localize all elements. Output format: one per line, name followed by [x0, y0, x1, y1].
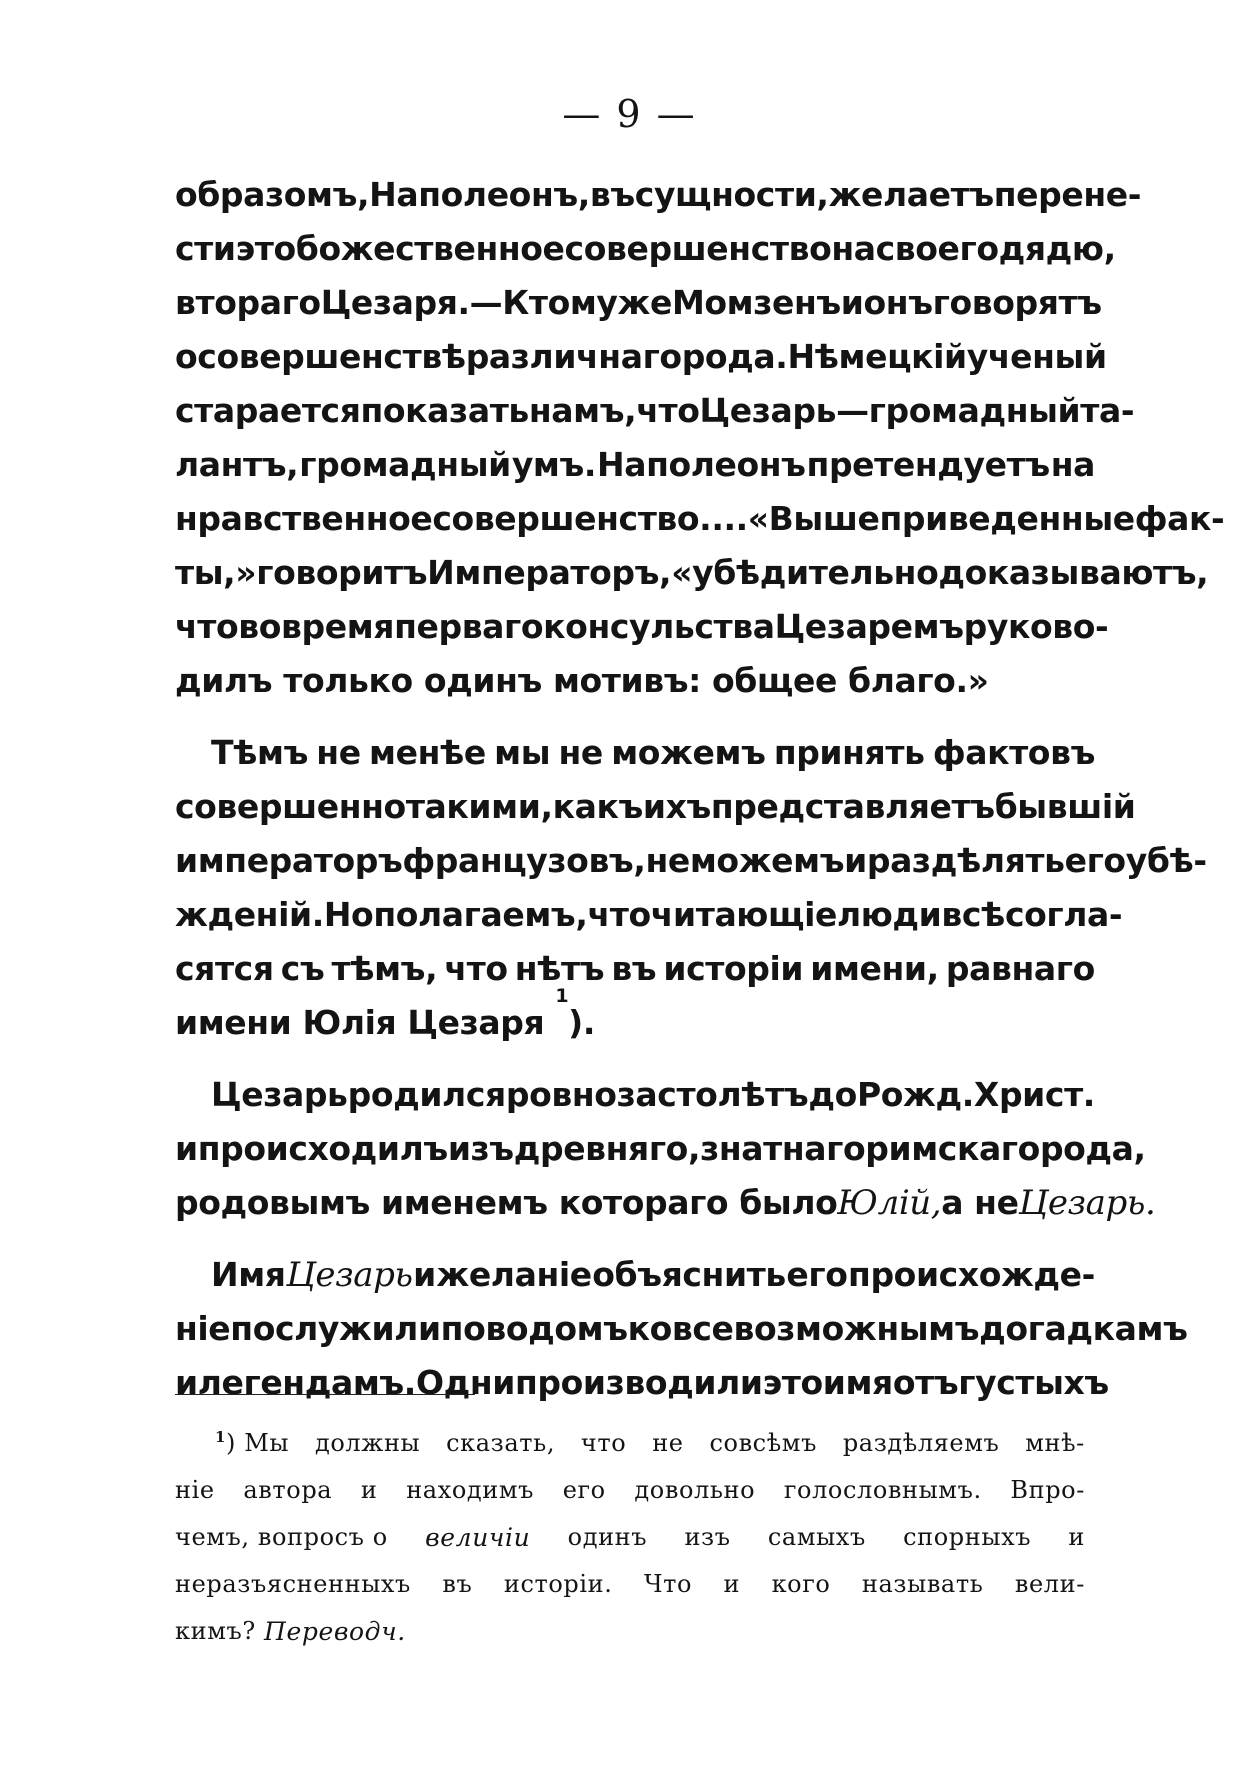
text-word: въ [589, 175, 635, 214]
text-line [175, 168, 1141, 222]
text-word: что [636, 391, 700, 430]
text-word: различнаго [465, 337, 682, 376]
text-word: самыхъ [767, 1523, 866, 1551]
text-word: изъ [684, 1523, 731, 1551]
italic-signature: Переводч. [264, 1617, 406, 1646]
text-word: исторіи. [503, 1570, 613, 1598]
text-word: императоръ [175, 841, 403, 880]
text-word: рода. [681, 337, 788, 376]
text-line [175, 1248, 1095, 1302]
italic-name: Цезарь. [1018, 1183, 1156, 1223]
text-word: убѣ- [1125, 841, 1207, 880]
text-word: перваго [394, 607, 544, 646]
text-word: лѣтъ [717, 1075, 809, 1114]
text-word: Наполеонъ, [369, 175, 590, 214]
text-word: говорятъ [932, 283, 1102, 322]
text-word: совершенно [175, 787, 406, 826]
text-word: желаніе [436, 1255, 592, 1294]
text-word: раздѣлять [866, 841, 1065, 880]
text-word: ко [627, 1309, 672, 1348]
text-word: объяснить [592, 1255, 786, 1294]
text-word: въ [611, 949, 657, 988]
italic-word: величіи [425, 1523, 531, 1552]
text-word: поводомъ [440, 1309, 628, 1348]
text-word: за [616, 1075, 658, 1114]
text-word: Рожд. [856, 1075, 974, 1114]
text-word: происходилъ [197, 1129, 448, 1168]
footnote-reference[interactable]: 1 [555, 985, 569, 1007]
text-word: громадный [299, 445, 511, 484]
text-word: умъ. [511, 445, 597, 484]
text-word: своего [875, 229, 999, 268]
text-word: же [617, 283, 672, 322]
text-word: и [413, 1255, 436, 1294]
text-word: въ [442, 1570, 473, 1598]
text-word: послужили [230, 1309, 441, 1348]
text-word: это [235, 229, 296, 268]
text-word: одинъ [567, 1523, 648, 1551]
text-word: вели- [1014, 1570, 1085, 1598]
text-word: фактовъ [932, 733, 1095, 772]
text-line [175, 1122, 1146, 1176]
text-word: сто [657, 1075, 718, 1114]
text-word: Наполеонъ [597, 445, 806, 484]
text-word: всевозможнымъ [671, 1309, 980, 1348]
text-word: лантъ, [175, 445, 299, 484]
text-word: ихъ [642, 787, 711, 826]
text-word: рода, [1039, 1129, 1146, 1168]
text-word: что [175, 607, 239, 646]
text-word: нѣтъ [514, 949, 605, 988]
text-word: втораго [175, 283, 321, 322]
text-word: и [175, 1129, 198, 1168]
text-word: Цезарь [211, 1075, 348, 1114]
text-word: можемъ [611, 733, 766, 772]
text-word: имя [822, 1363, 893, 1402]
text-word: не [645, 841, 690, 880]
text-word: дядю, [998, 229, 1116, 268]
text-word: это [762, 1363, 823, 1402]
text-word: и [1068, 1523, 1085, 1551]
text-word: и [175, 1363, 198, 1402]
text-word: совсѣмъ [709, 1429, 817, 1457]
text-word: Цезаремъ [774, 607, 964, 646]
text-word: во [238, 607, 282, 646]
text-word: что [580, 1429, 627, 1457]
text-word: Что [643, 1570, 693, 1598]
text-word: руково- [963, 607, 1109, 646]
text-word: раздѣляемъ [842, 1429, 1000, 1457]
text-word: менѣе [369, 733, 486, 772]
text-word: можемъ [689, 841, 845, 880]
text-word: та- [1080, 391, 1135, 430]
text-span: ). [568, 1003, 595, 1042]
text-line [175, 1068, 1095, 1122]
text-line [175, 834, 1207, 888]
text-word: принять [773, 733, 925, 772]
text-word: исторіи [663, 949, 804, 988]
text-word: претендуетъ [806, 445, 1050, 484]
text-word: ніе [175, 1309, 231, 1348]
text-word: равнаго [945, 949, 1095, 988]
text-word: онъ [863, 283, 933, 322]
text-word: люди [836, 895, 942, 934]
text-line [175, 985, 1095, 1050]
paragraph-4 [175, 1248, 1188, 1410]
text-word: бывшій [994, 787, 1136, 826]
text-line [175, 276, 1102, 330]
text-word: имени, [810, 949, 939, 988]
text-line [175, 546, 1209, 600]
text-word: изъ [447, 1129, 514, 1168]
text-word: какъ [552, 787, 643, 826]
text-word: чемъ, вопросъ о [175, 1523, 388, 1551]
main-text [175, 168, 1225, 1410]
text-line [175, 1302, 1188, 1356]
text-word: $^1$) Мы [215, 1428, 290, 1457]
text-word: Цезаря.—Ктому [320, 283, 618, 322]
text-word: жденій. [175, 895, 324, 934]
text-word: совершенство [564, 229, 832, 268]
text-word: нравственное [175, 499, 433, 538]
text-word: Одни [415, 1363, 515, 1402]
text-word: и [360, 1476, 378, 1504]
footnote-mark: 1 [215, 1428, 227, 1446]
text-span: дилъ только одинъ мотивъ: общее благо.» [175, 661, 989, 700]
text-word: показать [360, 391, 529, 430]
text-line [175, 942, 1095, 996]
text-line [175, 1514, 1085, 1561]
text-word: говоритъ [256, 553, 428, 592]
text-word: что [444, 949, 508, 988]
text-span: кимъ? [175, 1617, 256, 1645]
text-word: желаетъ [828, 175, 994, 214]
text-word: неразъясненныхъ [175, 1570, 411, 1598]
text-word: Цезарь—громадный [699, 391, 1081, 430]
text-line [175, 654, 1095, 708]
footnote [175, 1420, 1085, 1655]
text-word: мы [494, 733, 551, 772]
text-word: всѣ [941, 895, 1005, 934]
text-word: спорныхъ [903, 1523, 1032, 1551]
text-word: тѣмъ, [331, 949, 438, 988]
text-word: консульства [543, 607, 775, 646]
text-line [175, 1356, 1109, 1410]
paragraph-3 [175, 1068, 1156, 1230]
text-word: знатнаго [700, 1129, 866, 1168]
text-word: называть [861, 1570, 984, 1598]
text-line [175, 492, 1225, 546]
text-word: Момзенъ [671, 283, 841, 322]
paragraph-1 [175, 168, 1225, 708]
text-word: находимъ [406, 1476, 534, 1504]
text-word: Но [323, 895, 374, 934]
text-word: не [652, 1429, 684, 1457]
text-word: ніе [175, 1476, 215, 1504]
text-word: древняго, [513, 1129, 701, 1168]
text-word: читающіе [650, 895, 837, 934]
text-word: согла- [1004, 895, 1123, 934]
text-line [175, 1176, 1156, 1230]
text-line [175, 1467, 1085, 1514]
text-word: кого [771, 1570, 831, 1598]
text-word: довольно [634, 1476, 756, 1504]
text-line [175, 1608, 1085, 1655]
text-word: Имя [211, 1255, 286, 1294]
text-word: происхожде- [848, 1255, 1095, 1294]
text-word: сущности, [634, 175, 829, 214]
text-word: «Вышеприведенные [747, 499, 1135, 538]
text-word: доказываютъ, [938, 553, 1209, 592]
text-word: римскаго [865, 1129, 1040, 1168]
text-word: густыхъ [958, 1363, 1109, 1402]
text-word: «убѣдительно [671, 553, 939, 592]
text-word: время [281, 607, 395, 646]
text-word: производили [514, 1363, 763, 1402]
text-word: старается [175, 391, 361, 430]
text-word: на [1050, 445, 1095, 484]
text-word: и [723, 1570, 741, 1598]
text-line [175, 888, 1123, 942]
text-word: Тѣмъ [211, 733, 308, 772]
text-word: голословнымъ. [783, 1476, 982, 1504]
text-word: мнѣ- [1025, 1429, 1085, 1457]
text-word: образомъ, [175, 175, 370, 214]
text-line [175, 726, 1095, 780]
text-word: на [831, 229, 876, 268]
text-word: божественное [295, 229, 565, 268]
text-line [175, 438, 1095, 492]
text-word: что [587, 895, 651, 934]
text-word: намъ, [528, 391, 637, 430]
text-word: съ [280, 949, 325, 988]
footnote-divider [175, 1394, 475, 1395]
text-word: совершенствѣ [197, 337, 466, 376]
text-word: сятся [175, 949, 274, 988]
text-line [175, 384, 1135, 438]
paragraph-2 [175, 726, 1207, 1050]
text-word: ровно [505, 1075, 617, 1114]
text-word: Нѣмецкій [787, 337, 967, 376]
text-word: полагаемъ, [373, 895, 588, 934]
italic-name: Цезарь [286, 1255, 413, 1295]
text-word: и [844, 841, 867, 880]
text-word: его [562, 1476, 606, 1504]
italic-name: Юлій, [837, 1183, 942, 1223]
text-word: автора [243, 1476, 333, 1504]
text-line [175, 222, 1116, 276]
text-word: отъ [892, 1363, 959, 1402]
text-word: его [1064, 841, 1126, 880]
text-word: фак- [1134, 499, 1225, 538]
text-word: не [558, 733, 603, 772]
text-line [175, 780, 1136, 834]
text-word: представляетъ [710, 787, 995, 826]
text-line [175, 1420, 1085, 1467]
text-word: не [316, 733, 361, 772]
text-line [175, 600, 1109, 654]
text-word: Впро- [1010, 1476, 1085, 1504]
text-line [175, 330, 1107, 384]
text-word: родился [347, 1075, 506, 1114]
text-span: а не [941, 1183, 1019, 1222]
text-word: ученый [966, 337, 1107, 376]
text-word: совершенство.... [432, 499, 748, 538]
text-word: до [808, 1075, 857, 1114]
text-word: Христ. [973, 1075, 1095, 1114]
text-word: о [175, 337, 198, 376]
text-line [175, 1561, 1085, 1608]
text-word: французовъ, [402, 841, 646, 880]
text-word: и [840, 283, 864, 322]
text-word: такими, [405, 787, 553, 826]
text-word: Императоръ, [427, 553, 672, 592]
text-word: должны [315, 1429, 421, 1457]
text-word: ты,» [175, 553, 257, 592]
text-word: сти [175, 229, 236, 268]
text-word: догадкамъ [979, 1309, 1188, 1348]
text-word: сказать, [446, 1429, 556, 1457]
text-word: перене- [993, 175, 1141, 214]
text-span: родовымъ именемъ котораго было [175, 1183, 838, 1222]
text-span: имени Юлія Цезаря [175, 1003, 545, 1042]
text-word: его [786, 1255, 848, 1294]
text-word: легендамъ. [197, 1363, 416, 1402]
page-number: — 9 — [562, 92, 697, 136]
